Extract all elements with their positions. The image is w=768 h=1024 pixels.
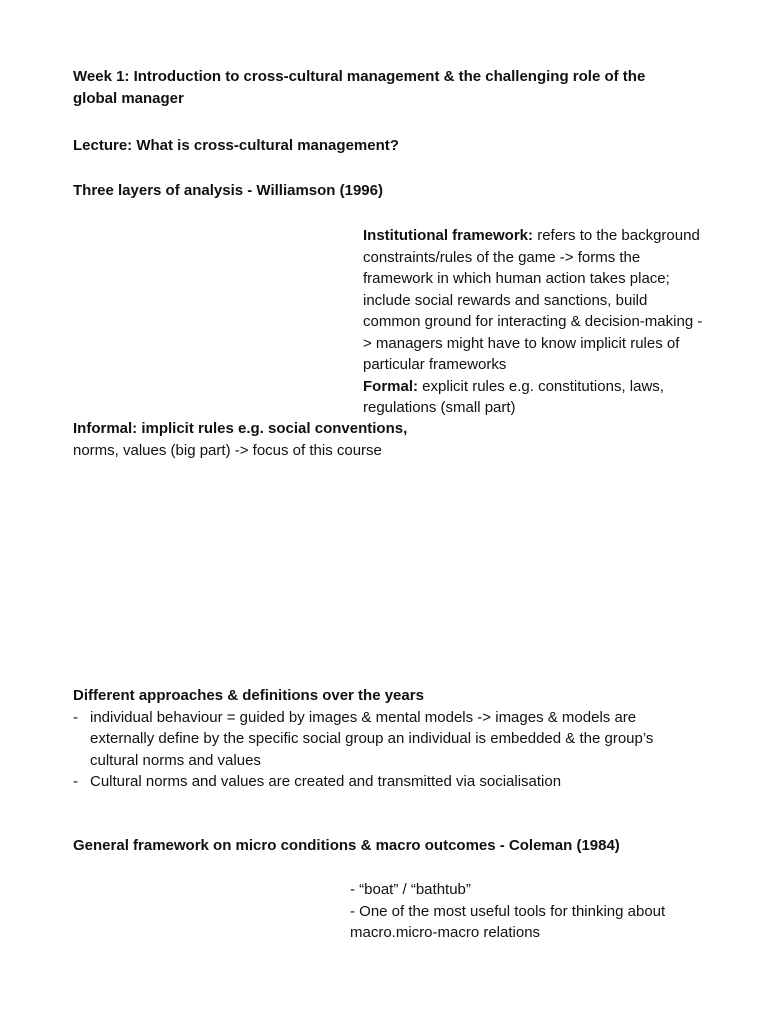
week-title: Week 1: Introduction to cross-cultural management & the challenging role of the global manager (73, 68, 646, 107)
layers-title: Three layers of analysis - Williamson (1996) (73, 182, 383, 199)
dash-bullet: - (73, 773, 78, 790)
formal-label: Formal: (363, 377, 419, 395)
list-item (73, 707, 693, 772)
coleman-title: General framework on micro conditions & macro outcomes - Coleman (1984) (73, 837, 620, 854)
lecture-title: Lecture: What is cross-cultural management? (73, 137, 399, 154)
approaches-list (73, 707, 693, 793)
list-item-text: Cultural norms and values are created and transmitted via socialisation (90, 773, 562, 790)
boat-line: - “boat” / “bathtub” (350, 881, 471, 898)
boat-note (350, 879, 700, 944)
dash-bullet: - (73, 708, 78, 726)
approaches-title: Different approaches & definitions over the years (73, 687, 424, 704)
informal-text: norms, values (big part) -> focus of this course (73, 441, 382, 459)
institutional-paragraph (363, 225, 703, 376)
institutional-text: refers to the background constraints/rules of the game -> forms the framework in which human action takes place; include social rewards and sanctions, build common ground for interacting & decision-making -> managers might have to know implicit rules of particular frameworks (363, 227, 703, 373)
list-item (73, 771, 693, 793)
formal-text: explicit rules e.g. constitutions, laws, regulations (small part) (363, 377, 664, 416)
tools-line: - One of the most useful tools for thinking about macro.micro-macro relations (350, 902, 666, 941)
approaches-section (73, 685, 693, 793)
list-item-text: individual behaviour = guided by images & mental models -> images & models are externally define by the specific social group an individual is embedded & the group’s cultural norms and values (90, 708, 654, 769)
informal-label: Informal: implicit rules e.g. social conventions, (73, 420, 408, 437)
formal-paragraph (363, 376, 703, 419)
informal-note (73, 418, 693, 461)
institutional-framework-note (363, 225, 703, 419)
institutional-label: Institutional framework: (363, 227, 534, 244)
